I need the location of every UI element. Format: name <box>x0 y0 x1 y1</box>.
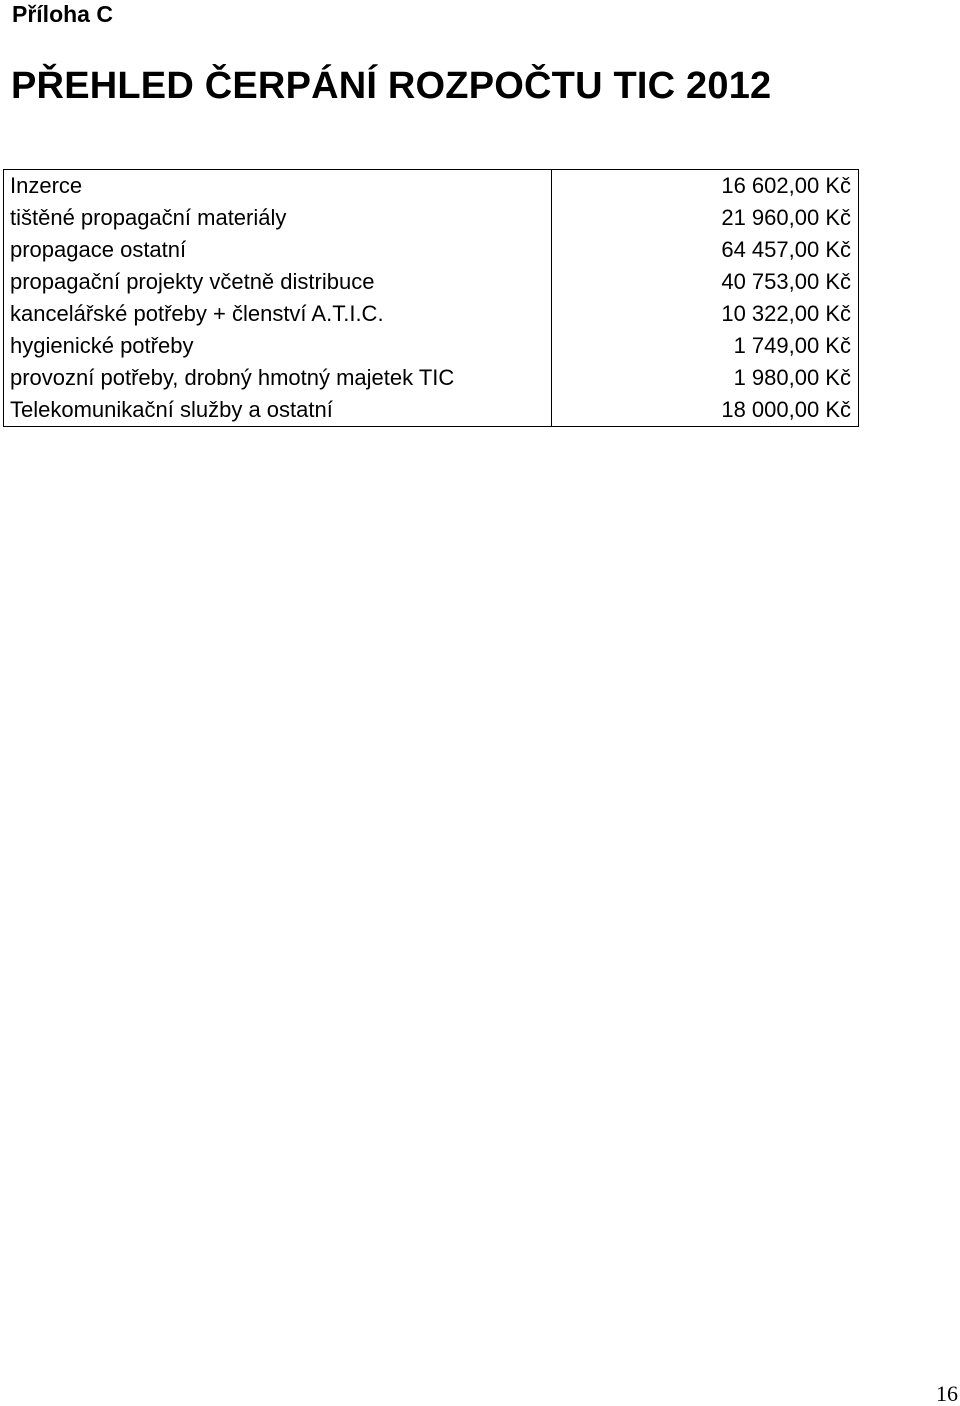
budget-item-amount: 1 749,00 Kč <box>733 333 851 358</box>
table-row <box>4 234 859 266</box>
budget-item-label: provozní potřeby, drobný hmotný majetek TIC <box>4 362 552 394</box>
page-number: 16 <box>936 1381 958 1406</box>
budget-table <box>3 169 859 427</box>
table-row <box>4 170 859 203</box>
budget-item-label: kancelářské potřeby + členství A.T.I.C. <box>4 298 552 330</box>
budget-item-amount: 64 457,00 Kč <box>721 237 851 262</box>
annex-label: Příloha C <box>12 1 113 27</box>
budget-item-label: hygienické potřeby <box>4 330 552 362</box>
budget-item-amount: 1 980,00 Kč <box>733 365 851 390</box>
budget-item-amount: 40 753,00 Kč <box>721 269 851 294</box>
table-row <box>4 202 859 234</box>
table-row <box>4 266 859 298</box>
budget-item-amount: 18 000,00 Kč <box>721 397 851 422</box>
page-title: PŘEHLED ČERPÁNÍ ROZPOČTU TIC 2012 <box>11 65 772 107</box>
table-row <box>4 330 859 362</box>
table-row <box>4 394 859 427</box>
table-row <box>4 298 859 330</box>
table-row <box>4 362 859 394</box>
budget-item-label: propagace ostatní <box>4 234 552 266</box>
budget-item-label: Telekomunikační služby a ostatní <box>4 394 552 427</box>
budget-item-amount: 21 960,00 Kč <box>721 205 851 230</box>
budget-item-label: propagační projekty včetně distribuce <box>4 266 552 298</box>
budget-item-label: tištěné propagační materiály <box>4 202 552 234</box>
budget-item-amount: 10 322,00 Kč <box>721 301 851 326</box>
budget-item-label: Inzerce <box>4 170 552 203</box>
budget-item-amount: 16 602,00 Kč <box>721 173 851 198</box>
